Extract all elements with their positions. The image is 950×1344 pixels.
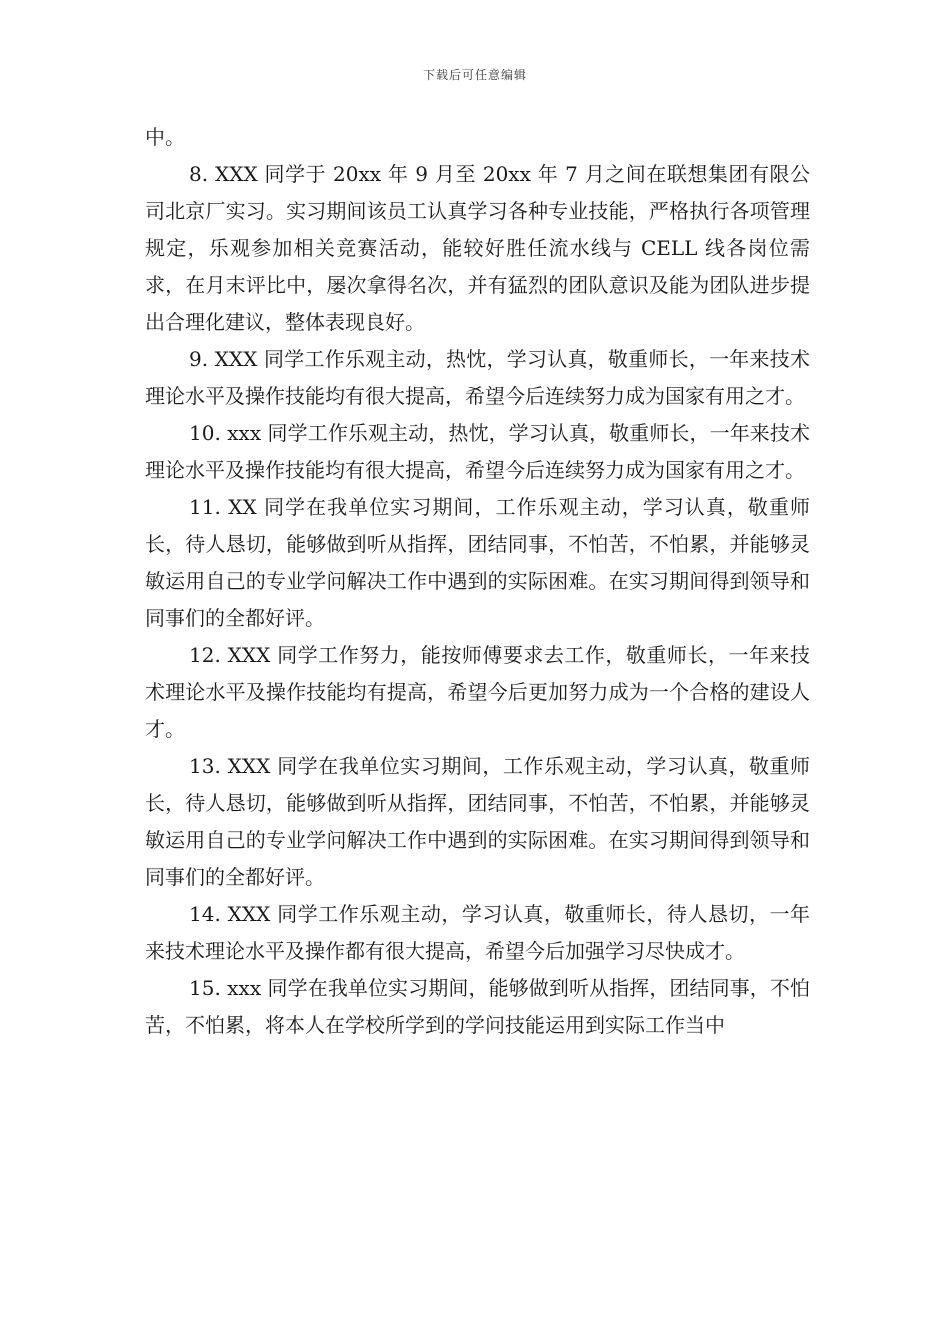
paragraph-item-12: 12. XXX 同学工作努力，能按师傅要求去工作，敬重师长，一年来技术理论水平及操作技能均有提高，希望今后更加努力成为一个合格的建设人才。 <box>145 643 810 741</box>
paragraph-item-13: 13. XXX 同学在我单位实习期间，工作乐观主动，学习认真，敬重师长，待人恳切，能够做到听从指挥，团结同事，不怕苦，不怕累，并能够灵敏运用自己的专业学问解决工作中遇到的实际困难。在实习期间得到领导和同事们的全都好评。 <box>145 754 810 889</box>
paragraph-continuation: 中。 <box>145 125 185 149</box>
paragraph-item-15: 15. xxx 同学在我单位实习期间，能够做到听从指挥，团结同事，不怕苦，不怕累，将本人在学校所学到的学问技能运用到实际工作当中 <box>145 976 810 1037</box>
paragraph-item-11: 11. XX 同学在我单位实习期间，工作乐观主动，学习认真，敬重师长，待人恳切，能够做到听从指挥，团结同事，不怕苦，不怕累，并能够灵敏运用自己的专业学问解决工作中遇到的实际困难。在实习期间得到领导和同事们的全都好评。 <box>145 495 810 630</box>
paragraph-item-10: 10. xxx 同学工作乐观主动，热忱，学习认真，敬重师长，一年来技术理论水平及操作技能均有很大提高，希望今后连续努力成为国家有用之才。 <box>145 421 810 482</box>
paragraph-item-14: 14. XXX 同学工作乐观主动，学习认真，敬重师长，待人恳切，一年来技术理论水平及操作都有很大提高，希望今后加强学习尽快成才。 <box>145 902 810 963</box>
page-header: 下载后可任意编辑 <box>422 68 527 82</box>
paragraph-item-8: 8. XXX 同学于 20xx 年 9 月至 20xx 年 7 月之间在联想集团有限公司北京厂实习。实习期间该员工认真学习各种专业技能，严格执行各项管理规定，乐观参加相关竞赛活动，能较好胜任流水线与 CELL 线各岗位需求，在月末评比中，屡次拿得名次，并有猛烈的团队意识及能为团队进步提出合理化建议，整体表现良好。 <box>145 162 810 334</box>
paragraph-item-9: 9. XXX 同学工作乐观主动，热忱，学习认真，敬重师长，一年来技术理论水平及操作技能均有很大提高，希望今后连续努力成为国家有用之才。 <box>145 347 810 408</box>
document-body <box>145 119 810 1044</box>
